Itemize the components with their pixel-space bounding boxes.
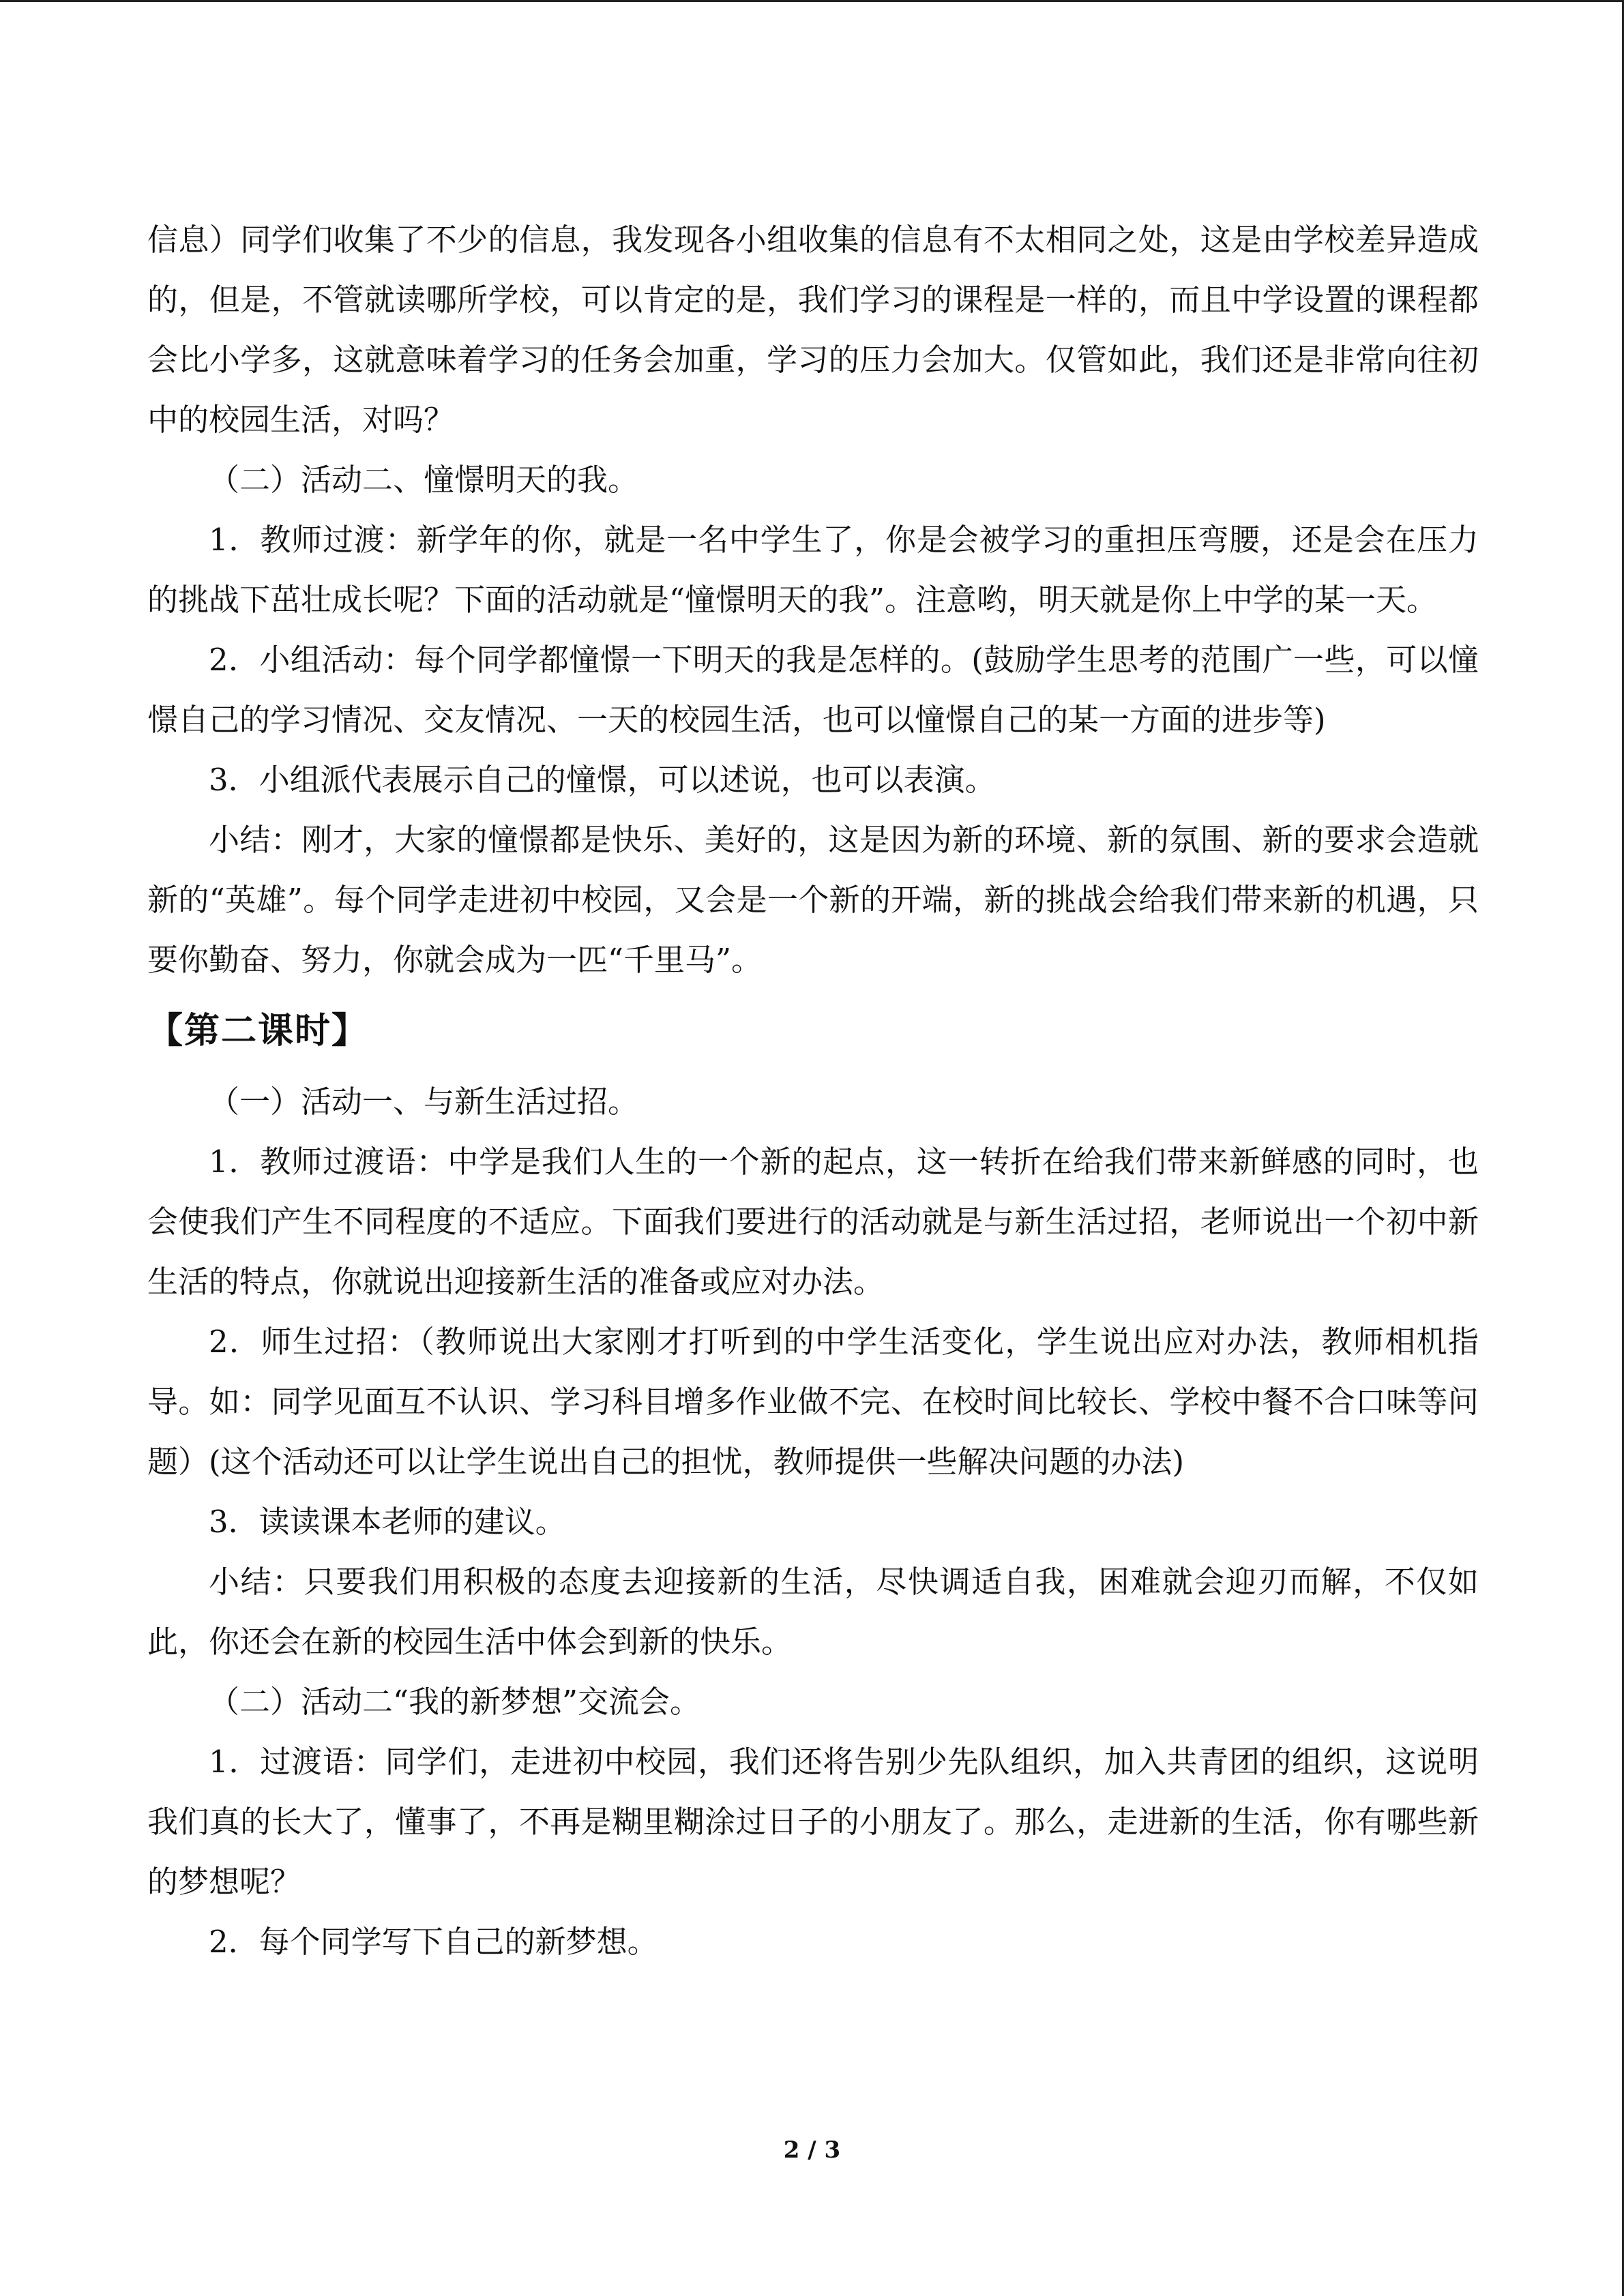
paragraph-step: 2．每个同学写下自己的新梦想。 (209, 1924, 658, 1960)
activity-heading: （二）活动二“我的新梦想”交流会。 (209, 1684, 701, 1720)
section-heading: 【第二课时】 (147, 1011, 369, 1052)
activity-heading: （二）活动二、憧憬明天的我。 (209, 462, 639, 498)
paragraph-summary: 小结：只要我们用积极的态度去迎接新的生活，尽快调适自我，困难就会迎刃而解，不仅如此，你还会在新的校园生活中体会到新的快乐。 (147, 1564, 1479, 1660)
activity-heading: （一）活动一、与新生活过招。 (209, 1084, 639, 1120)
paragraph-step: 2．小组活动：每个同学都憧憬一下明天的我是怎样的。(鼓励学生思考的范围广一些，可以憧憬自己的学习情况、交友情况、一天的校园生活，也可以憧憬自己的某一方面的进步等) (147, 642, 1479, 738)
paragraph-step: 2．师生过招：（教师说出大家刚才打听到的中学生活变化，学生说出应对办法，教师相机指导。如：同学见面互不认识、学习科目增多作业做不完、在校时间比较长、学校中餐不合口味等问题）(这个活动还可以让学生说出自己的担忧，教师提供一些解决问题的办法) (147, 1324, 1479, 1480)
paragraph-step: 1．教师过渡：新学年的你，就是一名中学生了，你是会被学习的重担压弯腰，还是会在压力的挑战下茁壮成长呢？下面的活动就是“憧憬明天的我”。注意哟，明天就是你上中学的某一天。 (147, 522, 1479, 618)
paragraph-step: 3．读读课本老师的建议。 (209, 1504, 566, 1540)
page-number: 2 / 3 (783, 2136, 841, 2164)
document-body (147, 210, 1479, 1972)
paragraph-step: 1．过渡语：同学们，走进初中校园，我们还将告别少先队组织，加入共青团的组织，这说明我们真的长大了，懂事了，不再是糊里糊涂过日子的小朋友了。那么，走进新的生活，你有哪些新的梦想呢？ (147, 1744, 1479, 1900)
paragraph-step: 3．小组派代表展示自己的憧憬，可以述说，也可以表演。 (209, 762, 996, 798)
paragraph-summary: 小结：刚才，大家的憧憬都是快乐、美好的，这是因为新的环境、新的氛围、新的要求会造就新的“英雄”。每个同学走进初中校园，又会是一个新的开端，新的挑战会给我们带来新的机遇，只要你勤奋、努力，你就会成为一匹“千里马”。 (147, 822, 1479, 978)
paragraph-step: 1．教师过渡语：中学是我们人生的一个新的起点，这一转折在给我们带来新鲜感的同时，也会使我们产生不同程度的不适应。下面我们要进行的活动就是与新生活过招，老师说出一个初中新生活的特点，你就说出迎接新生活的准备或应对办法。 (147, 1144, 1479, 1300)
paragraph-continuation: 信息）同学们收集了不少的信息，我发现各小组收集的信息有不太相同之处，这是由学校差异造成的，但是，不管就读哪所学校，可以肯定的是，我们学习的课程是一样的，而且中学设置的课程都会比小学多，这就意味着学习的任务会加重，学习的压力会加大。仅管如此，我们还是非常向往初中的校园生活，对吗？ (147, 222, 1479, 438)
